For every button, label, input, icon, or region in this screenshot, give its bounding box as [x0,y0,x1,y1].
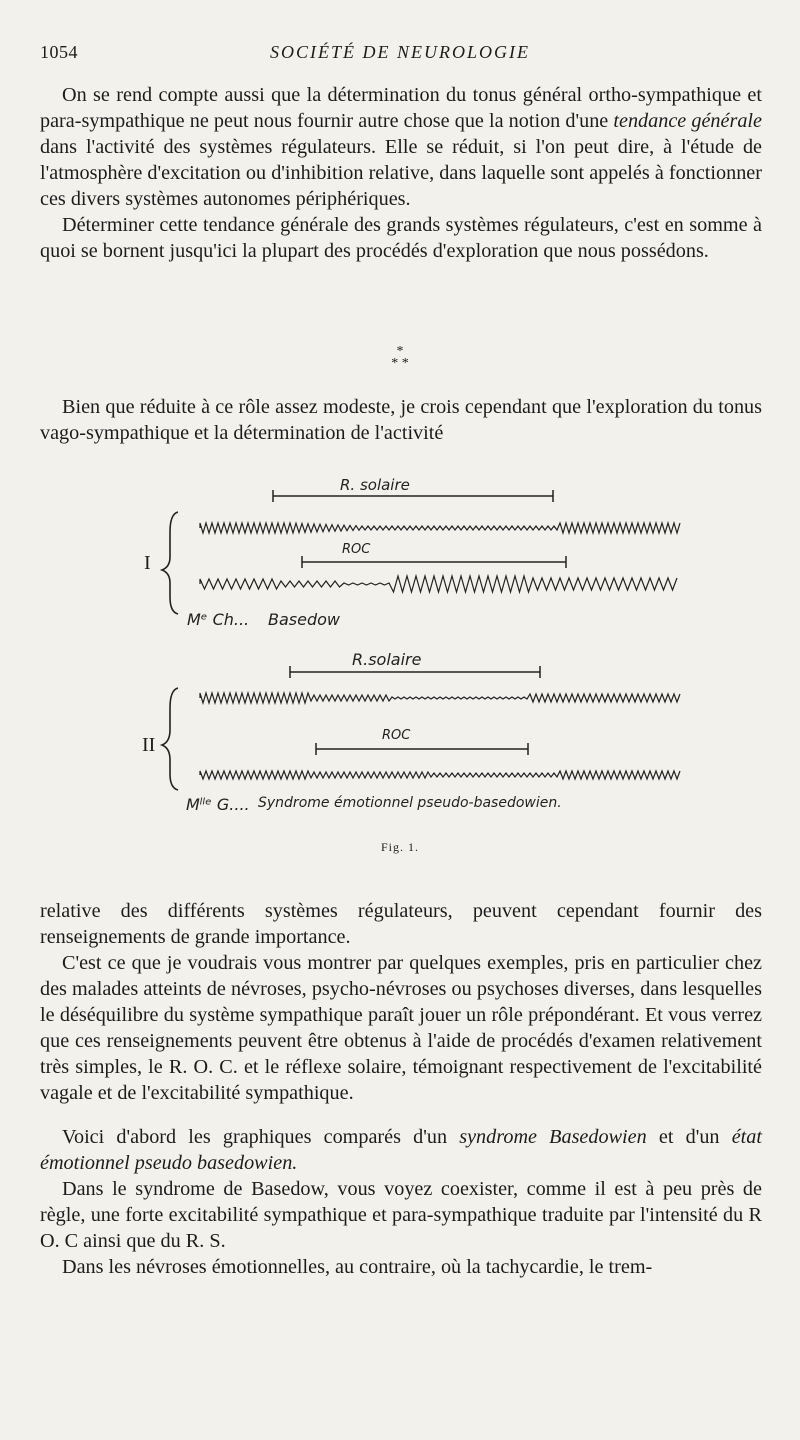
panel-1-numeral: I [144,552,151,574]
asterism [0,346,800,370]
bottom-paragraph [40,1124,762,1176]
trace-1a [200,523,680,533]
roc-bar-1 [302,556,566,568]
asterism-top: * [396,344,404,359]
page-number: 1054 [40,42,78,62]
top-paragraph [40,212,762,264]
figure-graph [130,462,690,832]
text-run: Dans les névroses émotionnelles, au contraire, où la tachycardie, le trem- [62,1256,653,1278]
paragraph-mid: Bien que réduite à ce rôle assez modeste, je crois cependant que l'exploration du tonus vago-sympathique et la détermination de l'activité [40,396,762,444]
text-run: et d'un [646,1126,732,1148]
italic-run: état émotionnel pseudo basedowien. [40,1126,762,1174]
italic-run: tendance générale [613,110,762,132]
text-block-mid [40,394,762,446]
bottom-paragraph [40,898,762,950]
panel-2-numeral: II [142,734,156,756]
panel-2-r-solaire-label: R.solaire [352,650,422,669]
r-solaire-bar-1 [273,490,553,502]
panel-2-diagnosis: Syndrome émotionnel pseudo-basedowien. [258,795,562,811]
panel-1-diagnosis: Basedow [268,610,340,629]
text-run: dans l'activité des systèmes régulateurs. Elle se réduit, si l'on peut dire, à l'étude de l'atmosphère d'excitation ou d'inhibition relative, dans laquelle sont appelés à fonctionner ces divers systèmes autonomes périphériques. [40,136,762,210]
asterism-bottom: * * [391,356,409,371]
bottom-paragraph [40,1254,762,1280]
top-paragraph [40,82,762,212]
italic-run: syndrome Basedowien [459,1126,647,1148]
text-run: Déterminer cette tendance générale des grands systèmes régulateurs, c'est en somme à quoi se bornent jusqu'ici la plupart des procédés d'exploration que nous possédons. [40,214,762,262]
text-block-bottom [40,898,762,1280]
text-block-top [40,82,762,264]
figure-caption: Fig. 1. [380,840,419,854]
roc-bar-2 [316,743,528,755]
panel-1-roc-label: ROC [342,542,371,557]
bottom-paragraph [40,1176,762,1254]
bottom-paragraph [40,950,762,1106]
panel-2-patient: Mˡˡᵉ G.... [186,795,250,814]
brace-panel-2 [162,688,178,790]
running-head: SOCIÉTÉ DE NEUROLOGIE [270,42,530,62]
text-run: On se rend compte aussi que la détermination du tonus général ortho-sympathique et para-sympathique ne peut nous fournir autre chose que la notion d'une [40,84,762,132]
text-run: Dans le syndrome de Basedow, vous voyez coexister, comme il est à peu près de règle, une forte excitabilité sympathique et para-sympathique traduite par l'intensité du R O. C ainsi que du R. S. [40,1178,762,1252]
brace-panel-1 [162,512,178,614]
page-header [40,42,760,70]
figure-1 [130,462,690,862]
trace-2a [200,693,680,703]
panel-2-roc-label: ROC [382,728,411,743]
trace-2b [200,771,680,779]
text-run: C'est ce que je voudrais vous montrer par quelques exemples, pris en particulier chez des malades atteints de névroses, psycho-névroses ou psychoses diverses, dans lesquelles le déséquilibre du système sympathique paraît jouer un rôle prépondérant. Et vous verrez que ces renseignements peuvent être obtenus à l'aide de procédés d'examen relativement très simples, le R. O. C. et le réflexe solaire, témoignant respectivement de l'excitabilité vagale et de l'excitabilité sympathique. [40,952,762,1104]
panel-1-patient: Mᵉ Ch... [187,610,250,629]
text-run: relative des différents systèmes régulateurs, peuvent cependant fournir des renseignements de grande importance. [40,900,762,948]
panel-1-r-solaire-label: R. solaire [340,476,410,494]
trace-1b [200,576,677,592]
text-run: Voici d'abord les graphiques comparés d'un [62,1126,460,1148]
